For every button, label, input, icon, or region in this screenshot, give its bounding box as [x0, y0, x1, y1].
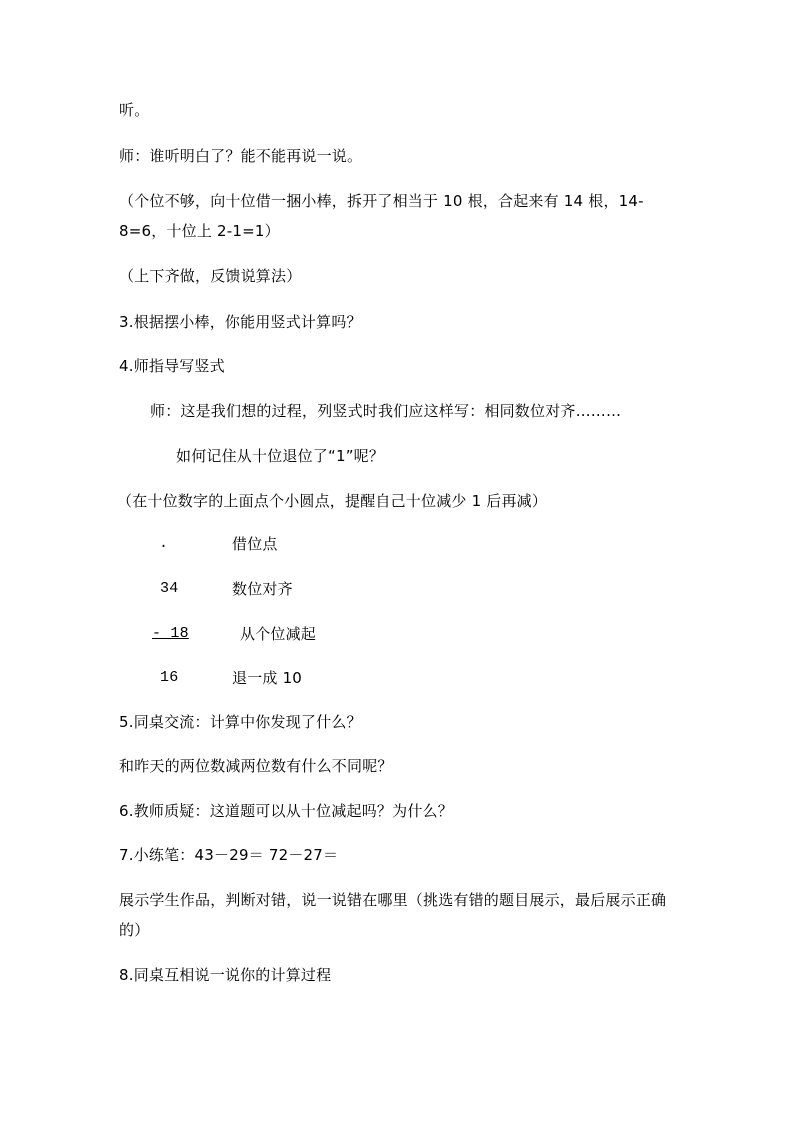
vertical-borrow-dot: . — [159, 535, 169, 552]
text-line-teacher-question: 师：谁听明白了？能不能再说一说。 — [119, 147, 363, 165]
text-line-ting: 听。 — [119, 101, 150, 119]
text-line-dot-hint: （在十位数字的上面点个小圆点，提醒自己十位减少 1 后再减） — [117, 492, 548, 510]
text-line-step-6: 6.教师质疑：这道题可以从十位减起吗？为什么？ — [119, 802, 453, 820]
text-line-compare: 和昨天的两位数减两位数有什么不同呢？ — [119, 757, 393, 775]
vertical-note-ones-first: 从个位减起 — [240, 625, 317, 643]
text-line-how-remember: 如何记住从十位退位了“1”呢？ — [176, 447, 385, 465]
text-line-step-7: 7.小练笔：43－29＝ 72－27＝ — [119, 846, 339, 864]
vertical-minuend: 34 — [160, 580, 179, 597]
text-line-step-4: 4.师指导写竖式 — [119, 357, 225, 375]
vertical-note-regroup: 退一成 10 — [232, 669, 303, 687]
text-line-step-8: 8.同桌互相说一说你的计算过程 — [119, 966, 332, 984]
vertical-note-align: 数位对齐 — [232, 580, 293, 598]
text-line-step-3: 3.根据摆小棒，你能用竖式计算吗？ — [119, 313, 362, 331]
text-paragraph-show-works: 展示学生作品，判断对错，说一说错在哪里（挑选有错的题目展示，最后展示正确的） — [119, 891, 667, 939]
text-line-feedback: （上下齐做，反馈说算法） — [119, 267, 302, 285]
text-line-teacher-process: 师：这是我们想的过程，列竖式时我们应这样写：相同数位对齐……… — [150, 402, 622, 420]
vertical-note-borrow-point: 借位点 — [232, 535, 278, 553]
vertical-result: 16 — [160, 669, 179, 686]
vertical-subtrahend: - 18 — [152, 625, 189, 642]
text-paragraph-explanation: （个位不够，向十位借一捆小棒，拆开了相当于 10 根，合起来有 14 根，14-8=6，十位上 2-1=1） — [119, 192, 644, 240]
text-line-step-5: 5.同桌交流：计算中你发现了什么？ — [119, 713, 362, 731]
